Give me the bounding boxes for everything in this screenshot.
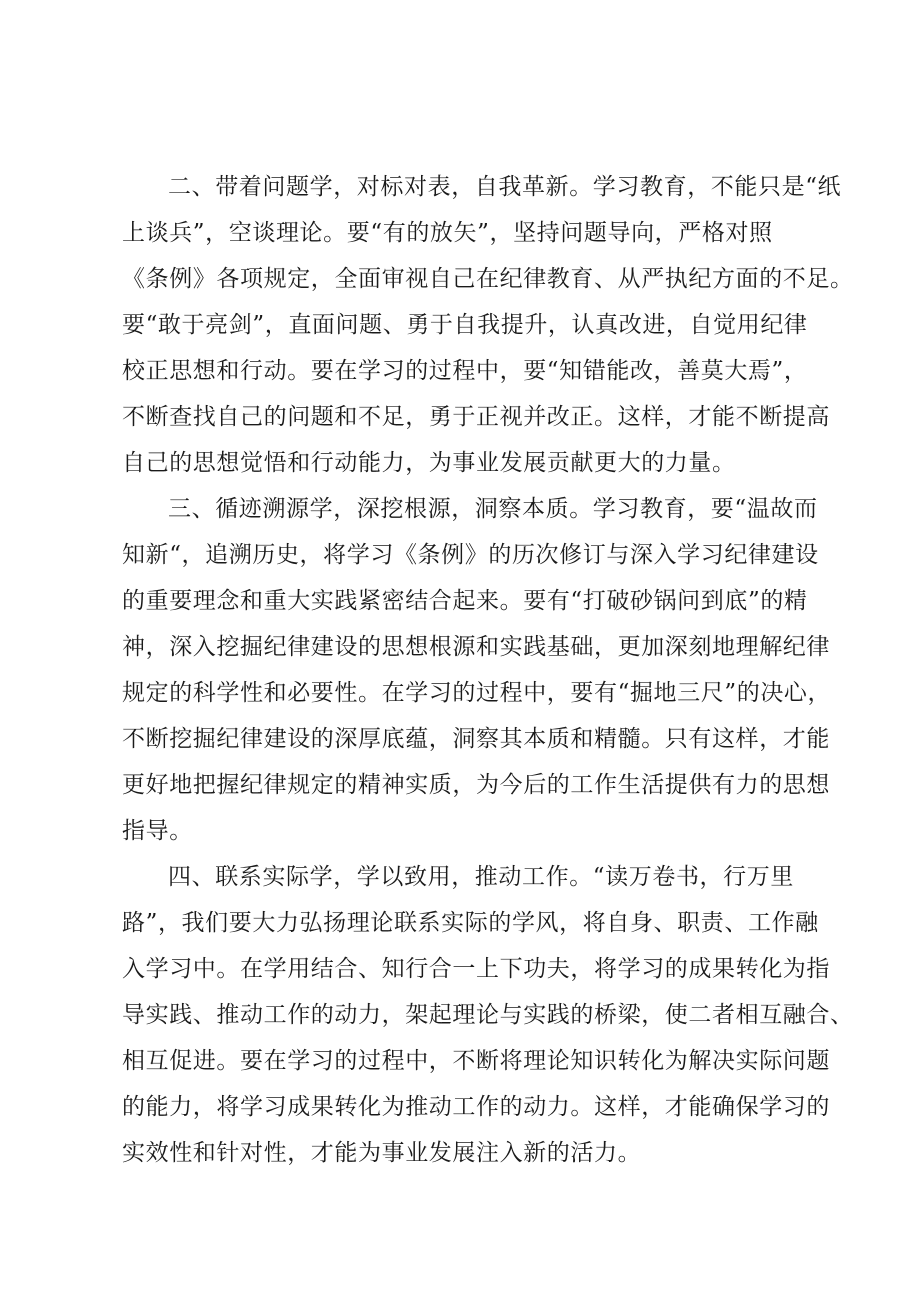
- text-line: 不断查找自己的问题和不足，勇于正视并改正。这样，才能不断提高: [122, 404, 830, 430]
- text-line: 《条例》各项规定，全面审视自己在纪律教育、从严执纪方面的不足。: [122, 266, 854, 292]
- paragraph-3: [122, 486, 832, 854]
- text-line: 四、联系实际学，学以致用，推动工作。“读万卷书，行万里: [168, 864, 794, 890]
- document-body: [122, 164, 854, 1176]
- text-line: 二、带着问题学，对标对表，自我革新。学习教育，不能只是“纸: [168, 174, 842, 200]
- paragraph-4: [122, 854, 854, 1176]
- text-line: 路”，我们要大力弘扬理论联系实际的学风，将自身、职责、工作融: [122, 910, 819, 936]
- text-line: 实效性和针对性，才能为事业发展注入新的活力。: [122, 1140, 642, 1166]
- text-line: 校正思想和行动。要在学习的过程中，要“知错能改，善莫大焉”，: [122, 358, 808, 384]
- text-line: 知新“，追溯历史，将学习《条例》的历次修订与深入学习纪律建设: [122, 542, 819, 568]
- text-line: 不断挖掘纪律建设的深厚底蕴，洞察其本质和精髓。只有这样，才能: [122, 726, 830, 752]
- text-line: 相互促进。要在学习的过程中，不断将理论知识转化为解决实际问题: [122, 1048, 830, 1074]
- text-line: 指导。: [122, 818, 193, 844]
- text-line: 的能力，将学习成果转化为推动工作的动力。这样，才能确保学习的: [122, 1094, 830, 1120]
- text-line: 的重要理念和重大实践紧密结合起来。要有“打破砂锅问到底”的精: [122, 588, 808, 614]
- paragraph-2: [122, 164, 854, 486]
- text-line: 神，深入挖掘纪律建设的思想根源和实践基础，更加深刻地理解纪律: [122, 634, 830, 660]
- text-line: 三、循迹溯源学，深挖根源，洞察本质。学习教育，要“温故而: [168, 496, 818, 522]
- text-line: 入学习中。在学用结合、知行合一上下功夫，将学习的成果转化为指: [122, 956, 830, 982]
- text-line: 自己的思想觉悟和行动能力，为事业发展贡献更大的力量。: [122, 450, 736, 476]
- text-line: 上谈兵”，空谈理论。要“有的放矢”，坚持问题导向，严格对照: [122, 220, 773, 246]
- text-line: 要“敢于亮剑”，直面问题、勇于自我提升，认真改进，自觉用纪律: [122, 312, 808, 338]
- text-line: 导实践、推动工作的动力，架起理论与实践的桥梁，使二者相互融合、: [122, 1002, 854, 1028]
- text-line: 更好地把握纪律规定的精神实质，为今后的工作生活提供有力的思想: [122, 772, 830, 798]
- text-line: 规定的科学性和必要性。在学习的过程中，要有“掘地三尺”的决心，: [122, 680, 832, 706]
